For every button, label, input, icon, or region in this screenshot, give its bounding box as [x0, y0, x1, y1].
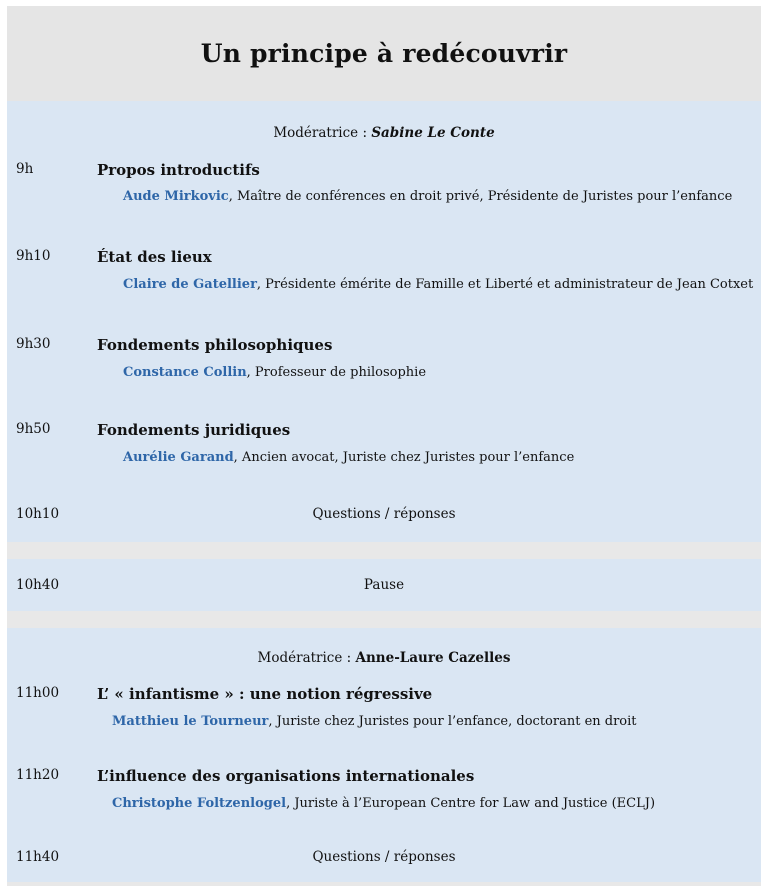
pause-time: 10h40 — [16, 577, 60, 593]
speaker-name: Constance Collin — [123, 365, 247, 380]
qa-label: Questions / réponses — [312, 849, 456, 865]
item-time: 11h00 — [16, 685, 60, 701]
item-speaker — [112, 796, 655, 811]
item-speaker — [123, 189, 732, 204]
qa-time: 11h40 — [16, 849, 60, 865]
page-title: Un principe à redécouvrir — [200, 39, 568, 68]
item-time: 9h50 — [16, 421, 51, 437]
item-time: 11h20 — [16, 767, 60, 783]
speaker-role: , Professeur de philosophie — [246, 365, 427, 380]
item-speaker — [123, 450, 574, 465]
item-time: 9h30 — [16, 336, 51, 352]
item-title: L’influence des organisations internationales — [97, 767, 475, 785]
moderator-line — [7, 650, 761, 666]
item-title: L’ « infantisme » : une notion régressive — [97, 685, 433, 703]
speaker-name: Aude Mirkovic — [123, 189, 229, 204]
item-title: Fondements juridiques — [97, 421, 291, 439]
qa-label: Questions / réponses — [312, 506, 456, 522]
qa-time: 10h10 — [16, 506, 60, 522]
speaker-name: Matthieu le Tourneur — [112, 714, 269, 729]
item-time: 9h — [16, 161, 34, 177]
speaker-role: , Juriste chez Juristes pour l’enfance, doctorant en droit — [268, 714, 637, 729]
item-speaker — [123, 365, 426, 380]
speaker-name: Claire de Gatellier — [123, 277, 257, 292]
moderator-name: Anne-Laure Cazelles — [355, 650, 511, 666]
session-2 — [7, 628, 761, 882]
speaker-name: Christophe Foltzenlogel — [112, 796, 287, 811]
speaker-role: , Maître de conférences en droit privé, Présidente de Juristes pour l’enfance — [228, 189, 733, 204]
pause-block — [7, 559, 761, 611]
item-time: 9h10 — [16, 248, 51, 264]
session-1 — [7, 101, 761, 542]
speaker-role: , Juriste à l’European Centre for Law and Justice (ECLJ) — [286, 796, 656, 811]
speaker-role: , Présidente émérite de Famille et Liberté et administrateur de Jean Cotxet — [256, 277, 754, 292]
speaker-name: Aurélie Garand — [123, 450, 234, 465]
moderator-label: Modératrice : — [257, 650, 352, 666]
pause-label: Pause — [363, 577, 405, 593]
program-header — [7, 6, 761, 101]
item-title: Propos introductifs — [97, 161, 260, 179]
moderator-name: Sabine Le Conte — [371, 125, 495, 141]
moderator-line — [7, 125, 761, 141]
item-title: Fondements philosophiques — [97, 336, 333, 354]
item-title: État des lieux — [97, 248, 212, 266]
moderator-label: Modératrice : — [273, 125, 368, 141]
item-speaker — [123, 277, 753, 292]
speaker-role: , Ancien avocat, Juriste chez Juristes pour l’enfance — [233, 450, 575, 465]
item-speaker — [112, 714, 637, 729]
